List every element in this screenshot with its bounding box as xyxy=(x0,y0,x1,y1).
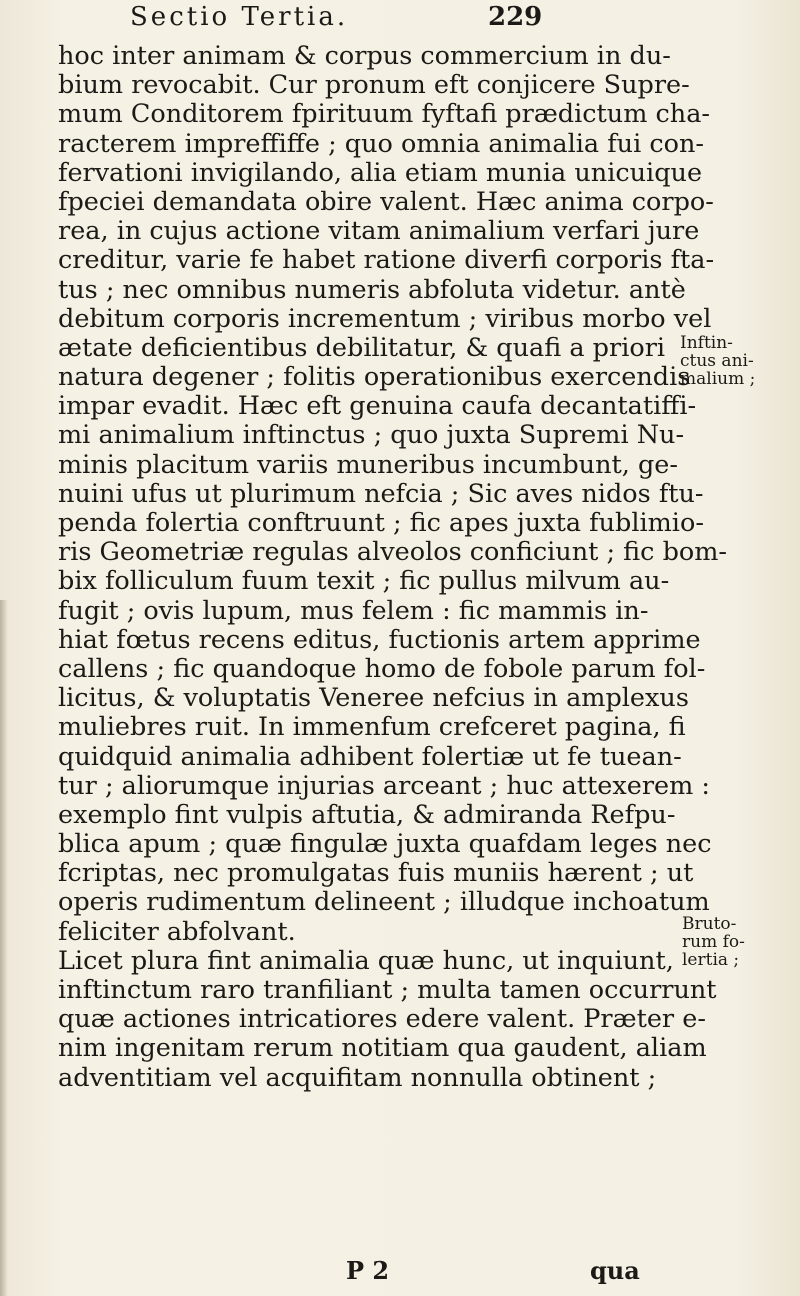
gutter-shadow xyxy=(0,600,8,1296)
text-line: blica apum ; quæ fingulæ juxta quafdam leges nec xyxy=(58,829,712,860)
text-line: rea, in cujus actione vitam animalium verfari jure xyxy=(58,216,700,247)
text-line: muliebres ruit. In immenfum crefceret pagina, fi xyxy=(58,712,686,743)
text-line: fervationi invigilando, alia etiam munia unicuique xyxy=(58,157,703,188)
text-line: mum Conditorem fpirituum fyftafi prædictum cha- xyxy=(58,99,711,130)
text-line: quæ actiones intricatiores edere valent. Præter e- xyxy=(58,1004,706,1035)
catchword: qua xyxy=(590,1256,640,1285)
text-line: inftinctum raro tranfiliant ; multa tamen occurrunt xyxy=(58,975,717,1005)
text-line: licitus, & voluptatis Veneree nefcius in amplexus xyxy=(58,683,689,714)
text-line: impar evadit. Hæc eft genuina caufa decantatiffi- xyxy=(58,391,697,422)
page-number: 229 xyxy=(488,2,543,32)
text-line: operis rudimentum delineent ; illudque inchoatum xyxy=(58,887,710,918)
text-line: natura degener ; folitis operationibus exercendis xyxy=(58,362,691,393)
marginal-note-instinctus: Inftin- ctus ani- malium ; xyxy=(680,333,756,389)
text-line: fugit ; ovis lupum, mus felem : fic mammis in- xyxy=(58,595,649,626)
text-line: tur ; aliorumque injurias arceant ; huc attexerem : xyxy=(58,770,711,801)
running-head-title: Sectio Tertia. xyxy=(130,2,349,32)
text-line: adventitiam vel acquifitam nonnulla obtinent ; xyxy=(58,1062,657,1093)
text-line: fcriptas, nec promulgatas fuis muniis hærent ; ut xyxy=(58,858,694,889)
text-line: tus ; nec omnibus numeris abfoluta videtur. antè xyxy=(58,274,686,305)
text-line: ætate deficientibus debilitatur, & quafi a priori xyxy=(58,332,666,363)
signature-mark: P 2 xyxy=(346,1256,390,1285)
text-line: mi animalium inftinctus ; quo juxta Supremi Nu- xyxy=(58,420,685,451)
text-line: callens ; fic quandoque homo de fobole parum fol- xyxy=(58,653,706,684)
text-line: bium revocabit. Cur pronum eft conjicere Supre- xyxy=(58,70,690,101)
text-line: minis placitum variis muneribus incumbunt, ge- xyxy=(58,449,679,480)
text-line: racterem impreffiffe ; quo omnia animalia fui con- xyxy=(58,128,705,159)
text-line: nuini ufus ut plurimum nefcia ; Sic aves nidos ftu- xyxy=(58,478,704,509)
marginal-note-brutorum: Bruto- rum fo- lertia ; xyxy=(682,914,745,970)
text-line: creditur, varie fe habet ratione diverfi corporis fta- xyxy=(58,245,715,276)
text-line: quidquid animalia adhibent folertiæ ut fe tuean- xyxy=(58,741,682,772)
text-line: exemplo fint vulpis aftutia, & admiranda Refpu- xyxy=(58,799,676,830)
text-line: hoc inter animam & corpus commercium in du- xyxy=(58,41,671,71)
text-line: penda folertia conftruunt ; fic apes juxta fublimio- xyxy=(58,508,704,538)
text-line: debitum corporis incrementum ; viribus morbo vel xyxy=(58,303,712,334)
text-line: nim ingenitam rerum notitiam qua gaudent, aliam xyxy=(58,1033,707,1064)
text-line: fpeciei demandata obire valent. Hæc anima corpo- xyxy=(58,186,714,217)
text-line: feliciter abfolvant. xyxy=(58,916,296,947)
text-line: bix folliculum fuum texit ; fic pullus milvum au- xyxy=(58,566,670,597)
text-line: hiat fœtus recens editus, fuctionis artem apprime xyxy=(58,624,701,655)
text-line: Licet plura fint animalia quæ hunc, ut inquiunt, xyxy=(58,945,674,976)
text-line: ris Geometriæ regulas alveolos conficiunt ; fic bom- xyxy=(58,537,728,568)
